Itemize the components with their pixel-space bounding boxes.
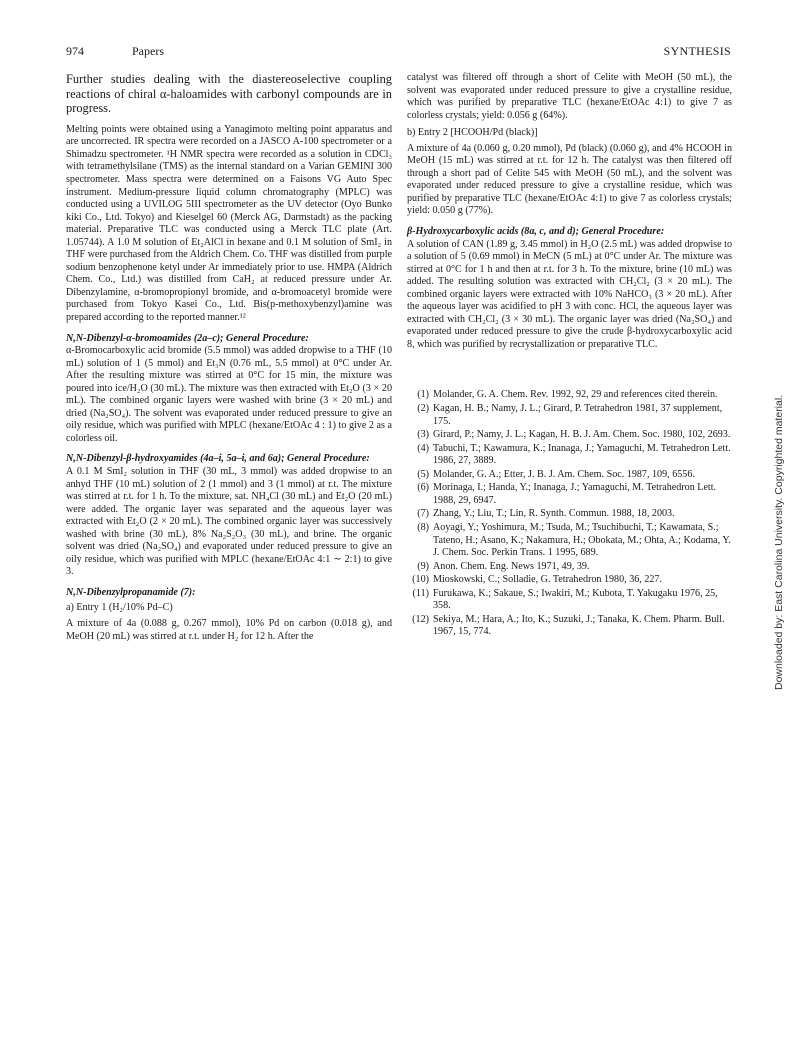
- reference-text: Zhang, Y.; Liu, T.; Lin, R. Synth. Commun. 1988, 18, 2003.: [433, 508, 675, 520]
- reference-text: Morinaga, I.; Handa, Y.; Inanaga, J.; Yamaguchi, M. Tetrahedron Lett. 1988, 29, 6947.: [433, 482, 717, 506]
- reference-text: Tabuchi, T.; Kawamura, K.; Inanaga, J.; Yamaguchi, M. Tetrahedron Lett. 1986, 27, 3889.: [433, 442, 731, 467]
- text-entry-1-continued: catalyst was filtered off through a short of Celite with MeOH (50 mL), the solvent was evaporated under reduced pressure to give a crystalline residue, which was purified by preparative TLC (hexane/EtOAc 4:1) to give 7 as colorless crystals; yield: 0.056 g (64%).: [407, 72, 732, 121]
- reference-number: (1): [417, 389, 429, 401]
- heading-hydroxyamides: N,N-Dibenzyl-β-hydroxyamides (4a–i, 5a–i, and 6a); General Procedure:: [66, 453, 370, 465]
- reference-text: Aoyagi, Y.; Yoshimura, M.; Tsuda, M.; Tsuchibuchi, T.; Kawamata, S.; Tateno, H.; Asano, K.; Nakamura, H.; Obokata, M.; Ohta, A.; Kodama, Y. J. Chem. Soc. Perkin Trans. 1 1995, 689.: [433, 521, 731, 559]
- reference-number: (11): [412, 587, 429, 599]
- reference-item: [407, 429, 732, 442]
- section-label: Papers: [132, 44, 164, 58]
- heading-bromoamides: N,N-Dibenzyl-α-bromoamides (2a–c); General Procedure:: [66, 332, 309, 344]
- reference-item: [407, 561, 732, 574]
- reference-number: (2): [417, 403, 429, 415]
- left-column: [66, 72, 392, 643]
- intro-paragraph: Further studies dealing with the diastereoselective coupling reactions of chiral α-haloamides with carbonyl compounds are in progress.: [66, 72, 392, 116]
- reference-number: (7): [417, 508, 429, 520]
- reference-number: (8): [417, 521, 429, 533]
- reference-number: (5): [417, 468, 429, 480]
- reference-text: Mioskowski, C.; Solladie, G. Tetrahedron 1980, 36, 227.: [433, 574, 663, 586]
- reference-text: Sekiya, M.; Hara, A.; Ito, K.; Suzuki, J.; Tanaka, K. Chem. Pharm. Bull. 1967, 15, 774.: [433, 613, 725, 638]
- reference-item: [407, 389, 732, 402]
- reference-number: (4): [417, 442, 429, 454]
- reference-item: [407, 443, 732, 468]
- right-column: [407, 72, 732, 640]
- reference-item: [407, 508, 732, 521]
- reference-item: [407, 403, 732, 428]
- reference-list: [407, 389, 732, 638]
- reference-number: (3): [417, 429, 429, 441]
- general-paragraph: Melting points were obtained using a Yanagimoto melting point apparatus and are uncorrected. IR spectra were recorded on a JASCO A-100 spectrometer or a Shimadzu spectrometer. ¹H NMR spectra were recorded as a solution in CDCl₃ with tetramethylsilane (TMS) as the internal standard on a Varian GEMINI 300 spectrometer. Mass spectra were determined on a Faisons VG Auto Spec instrument. Medium-pressure liquid column chromatography (MPLC) was conducted using a UVILOG 5III spectrometer as the UV detector (Oyo Bunko kiki Co., Ltd. Tokyo) and Kieselgel 60 (Merck AG, Darmstadt) as the packing material. Preparative TLC was conducted using a Merck TLC plate (Art. 1.05744). A 1.0 M solution of Et₂AlCl in hexane and 0.1 M solution of SmI₂ in THF were purchased from the Aldrich Chem. Co. THF was distilled from purple sodium benzophenone ketyl under Ar immediately prior to use. HMPA (Aldrich Chem. Co., Ltd.) was distilled from CaH₂ at reduced pressure under Ar. Dibenzylamine, α-bromopropionyl bromide, and α-bromoacetyl bromide were purchased from Tokyo Kasei Co., Ltd. Bis(p-methoxybenzyl)amine was prepared according to the reported manner.¹²: [66, 123, 392, 323]
- journal-name: SYNTHESIS: [663, 44, 731, 58]
- text-entry-1: A mixture of 4a (0.088 g, 0.267 mmol), 10% Pd on carbon (0.018 g), and MeOH (20 mL) was stirred at r.t. under H₂ for 12 h. After the: [66, 618, 392, 642]
- entry-1-label: a) Entry 1 (H₂/10% Pd–C): [66, 602, 173, 614]
- reference-number: (12): [412, 613, 429, 625]
- reference-text: Furukawa, K.; Sakaue, S.; Iwakiri, M.; Kubota, T. Yakugaku 1976, 25, 358.: [433, 587, 718, 612]
- reference-item: [407, 469, 732, 482]
- entry-2-label: b) Entry 2 [HCOOH/Pd (black)]: [407, 127, 538, 139]
- text-hydroxyamides: A 0.1 M SmI₂ solution in THF (30 mL, 3 mmol) was added dropwise to an anhyd THF (10 mL) solution of 2 (1 mmol) and 3 (1 mmol) at r.t. The mixture was stirred at r.t. for 1 h. To the mixture, sat. NH₄Cl (30 mL) and Et₂O (20 mL) were added. The organic layer was separated and the aqueous layer was extracted with Et₂O (2 × 20 mL). The combined organic layer was successively washed with brine (30 mL), 8% Na₂S₂O₃ (30 mL), and brine. The organic solvent was dried (Na₂SO₄) and evaporated under reduced pressure to give an oily residue, which was purified with MPLC (hexane/EtOAc 4:1 ∼ 2:1) to give 3.: [66, 466, 392, 578]
- reference-item: [407, 574, 732, 587]
- reference-text: Kagan, H. B.; Namy, J. L.; Girard, P. Tetrahedron 1981, 37 supplement, 175.: [433, 403, 723, 427]
- reference-text: Molander, G. A.; Etter, J. B. J. Am. Chem. Soc. 1987, 109, 6556.: [433, 468, 695, 480]
- reference-item: [407, 522, 732, 560]
- text-acids: A solution of CAN (1.89 g, 3.45 mmol) in H₂O (2.5 mL) was added dropwise to a solution of 5 (0.69 mmol) in MeCN (5 mL) at 0°C under Ar. The mixture was stirred at 0°C for 1 h and then at r.t. for 3 h. To the mixture, brine (10 mL) was added. The resulting solution was extracted with CH₂Cl₂ (3 × 20 mL). The combined organic layers were extracted with 10% NaHCO₃ (3 × 20 mL). After the aqueous layer was acidified to pH 3 with conc. HCl, the aqueous layer was extracted with CH₂Cl₂ (3 × 30 mL). The organic layer was dried (Na₂SO₄) and evaporated under reduced pressure to give the crude β-hydroxycarboxylic acid 8, which was purified by recrystallization or preparative TLC.: [407, 238, 732, 350]
- heading-propanamide: N,N-Dibenzylpropanamide (7):: [66, 586, 196, 598]
- reference-item: [407, 482, 732, 507]
- reference-text: Anon. Chem. Eng. News 1971, 49, 39.: [433, 560, 590, 572]
- reference-number: (10): [412, 574, 429, 586]
- reference-text: Molander, G. A. Chem. Rev. 1992, 92, 29 and references cited therein.: [433, 389, 718, 401]
- download-watermark: [773, 390, 787, 690]
- reference-text: Girard, P.; Namy, J. L.; Kagan, H. B. J. Am. Chem. Soc. 1980, 102, 2693.: [433, 429, 731, 441]
- text-entry-2: A mixture of 4a (0.060 g, 0.20 mmol), Pd (black) (0.060 g), and 4% HCOOH in MeOH (15 mL) was stirred at r.t. for 12 h. The catalyst was then filtered off through a short pad of Celite 545 with MeOH (50 mL), and the solvent was evaporated under reduced pressure to give a crystalline residue, which was purified by preparative TLC (hexane/EtOAc 4:1) to give 7 as colorless crystals; yield: 0.050 g (77%).: [407, 142, 732, 217]
- reference-item: [407, 588, 732, 613]
- reference-item: [407, 614, 732, 639]
- heading-acids: β-Hydroxycarboxylic acids (8a, c, and d); General Procedure:: [407, 226, 665, 238]
- reference-number: (6): [417, 482, 429, 494]
- page-number: 974: [66, 44, 84, 58]
- reference-number: (9): [417, 560, 429, 572]
- download-watermark-text: Downloaded by: East Carolina University. Copyrighted material.: [773, 394, 785, 690]
- text-bromoamides: α-Bromocarboxylic acid bromide (5.5 mmol) was added dropwise to a THF (10 mL) solution of 1 (5 mmol) and Et₃N (0.76 mL, 5.5 mmol) at 0°C under Ar. After the resulting mixture was stirred at 0°C for 15 min, the mixture was poured into ice/H₂O (30 mL). The mixture was then extracted with Et₂O (3 × 20 mL). The combined organic layers were washed with brine (3 × 20 mL) and dried (Na₂SO₄). The solvent was evaporated under reduced pressure to give an oily residue, which was purified with MPLC (hexane/EtOAc 4 : 1) to give 2 as a colorless oil.: [66, 345, 392, 444]
